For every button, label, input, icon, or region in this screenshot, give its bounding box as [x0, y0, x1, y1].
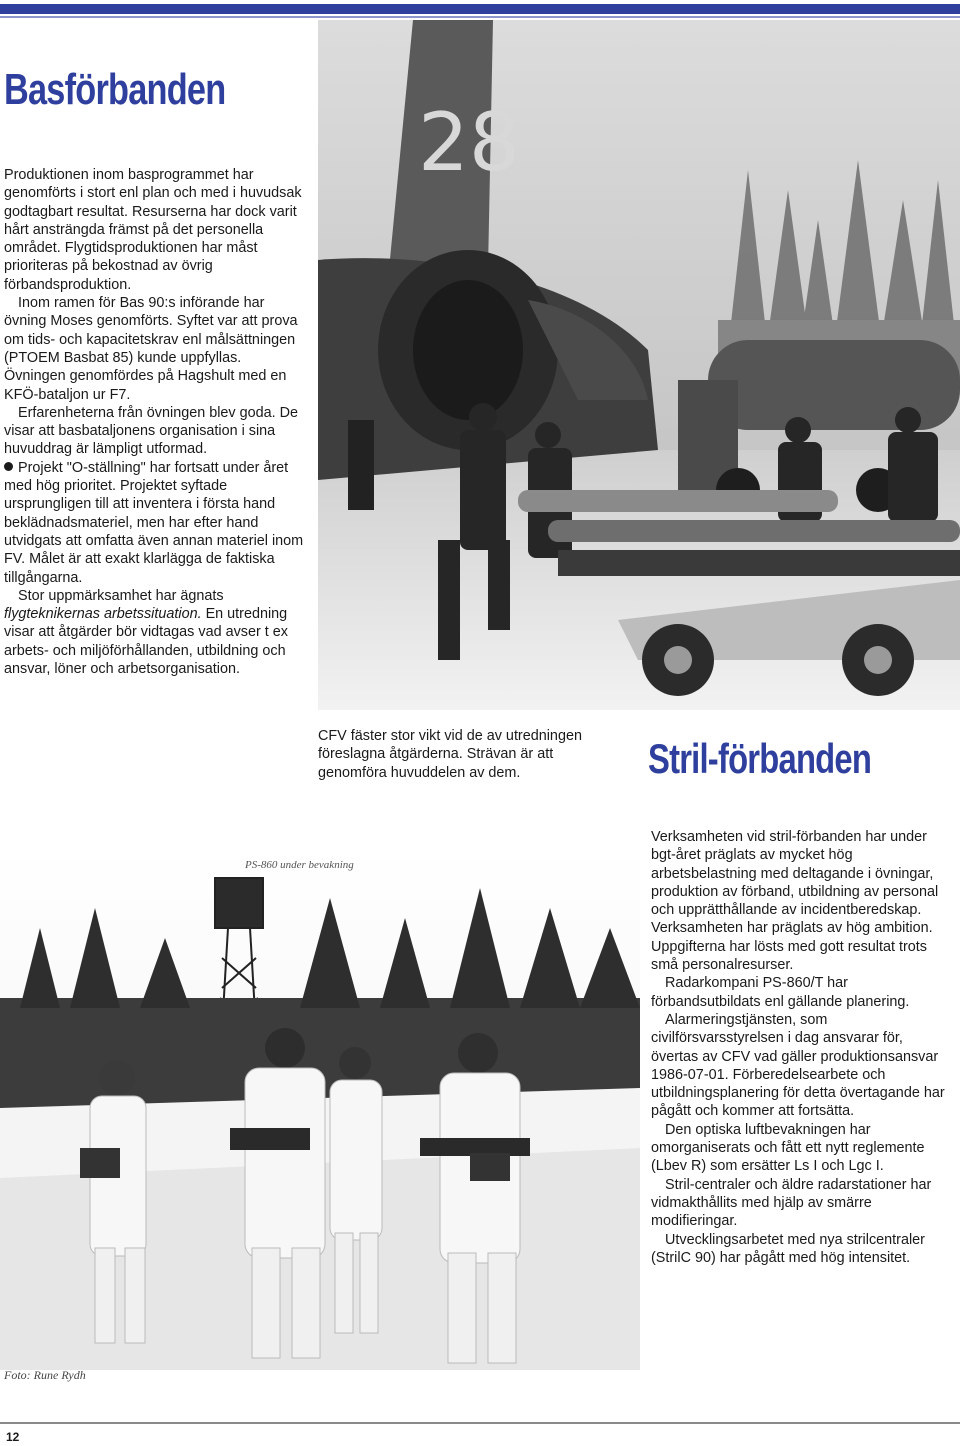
tail-number: 28 — [418, 96, 520, 189]
paragraph: Radarkompani PS-860/T har förbandsutbildats enl gällande planering. — [651, 975, 910, 1010]
page-number: 12 — [6, 1430, 20, 1444]
paragraph: Inom ramen för Bas 90:s införande har övning Moses genomförts. Syftet var att prova om tids- och kapacitetskrav enl målsättningen (PTOEM Basbat 85) kunde uppfyllas. Övningen genomfördes på Hagshult med en KFÖ-bataljon ur F7. — [4, 295, 298, 403]
paragraph: Produktionen inom basprogrammet har genomförts i stort enl plan och med i huvudsak godtagbart resultat. Resurserna har dock varit hårt ansträngda främst på det personella området. Flygtidsproduktionen har måst prioriteras på bekostnad av övrig förbandsproduktion. — [4, 167, 302, 293]
photo-caption-ps860: PS-860 under bevakning — [245, 859, 354, 871]
paragraph: Erfarenheterna från övningen blev goda. De visar att basbataljonens organisation i sina huvuddrag är lämpligt utformad. — [4, 404, 299, 458]
photo-aircraft-refuelling — [318, 20, 960, 710]
photo-soldiers-snow — [0, 848, 640, 1370]
photo-credit-bottom: Foto: Rune Rydh — [4, 1368, 86, 1382]
stril-forbanden-text-column — [651, 828, 953, 1267]
cfv-text-block: CFV fäster stor vikt vid de av utredningen föreslagna åtgärderna. Strävan är att genomföra huvuddelen av dem. — [318, 728, 582, 781]
paragraph: Alarmeringstjänsten, som civilförsvarsstyrelsen i dag ansvarar för, övertas av CFV vad gäller produktionsansvar 1986-07-01. Förberedelsearbete och utbildningsplanering för detta övertagande har pågått och kommer att fortsätta. — [651, 1011, 945, 1120]
aircraft-photo-graphic — [318, 20, 960, 710]
soldiers-photo-graphic — [0, 848, 640, 1370]
paragraph: Verksamheten vid stril-förbanden har under bgt-året präglats av mycket hög arbetsbelastning med deltagande i övningar, produktion av förband, utbildning av personal och upprätthållande av incidentberedskap. Verksamheten har präglats av hög ambition. Uppgifterna har lösts med gott resultat trots små personalresurser. — [651, 829, 939, 974]
section-heading-stril-forbanden: Stril-förbanden — [648, 735, 872, 782]
paragraph: Stril-centraler och äldre radarstationer har vidmakthållits med hjälp av smärre modifieringar. — [651, 1176, 932, 1230]
bullet-icon — [4, 462, 13, 471]
paragraph: Den optiska luftbevakningen har omorganiserats och fått ett nytt reglemente (Lbev R) som ersätter Ls I och Lgc I. — [651, 1121, 925, 1175]
top-color-bar — [0, 4, 960, 14]
paragraph-bullet: Projekt "O-ställning" har fortsatt under året med hög prioritet. Projektet syftade ursprungligen till att inventera i första hand beklädnadsmateriel, men har efter hand utvidgats att omfatta även annan materiel inom FV. Målet är att exakt klarlägga de faktiska tillgångarna. — [4, 459, 304, 586]
paragraph: Utvecklingsarbetet med nya strilcentraler (StrilC 90) har pågått med hög intensitet. — [651, 1231, 925, 1266]
basforbanden-text-column — [4, 166, 304, 678]
top-rule — [0, 16, 960, 18]
paragraph: Stor uppmärksamhet har ägnats flygteknikernas arbetssituation. En utredning visar att åtgärder bör vidtagas vad avser t ex arbets- och miljöförhållanden, utbildning och ansvar, löner och arbetsorganisation. — [4, 587, 288, 678]
section-heading-basforbanden: Basförbanden — [4, 65, 226, 114]
bottom-rule — [0, 1422, 960, 1424]
